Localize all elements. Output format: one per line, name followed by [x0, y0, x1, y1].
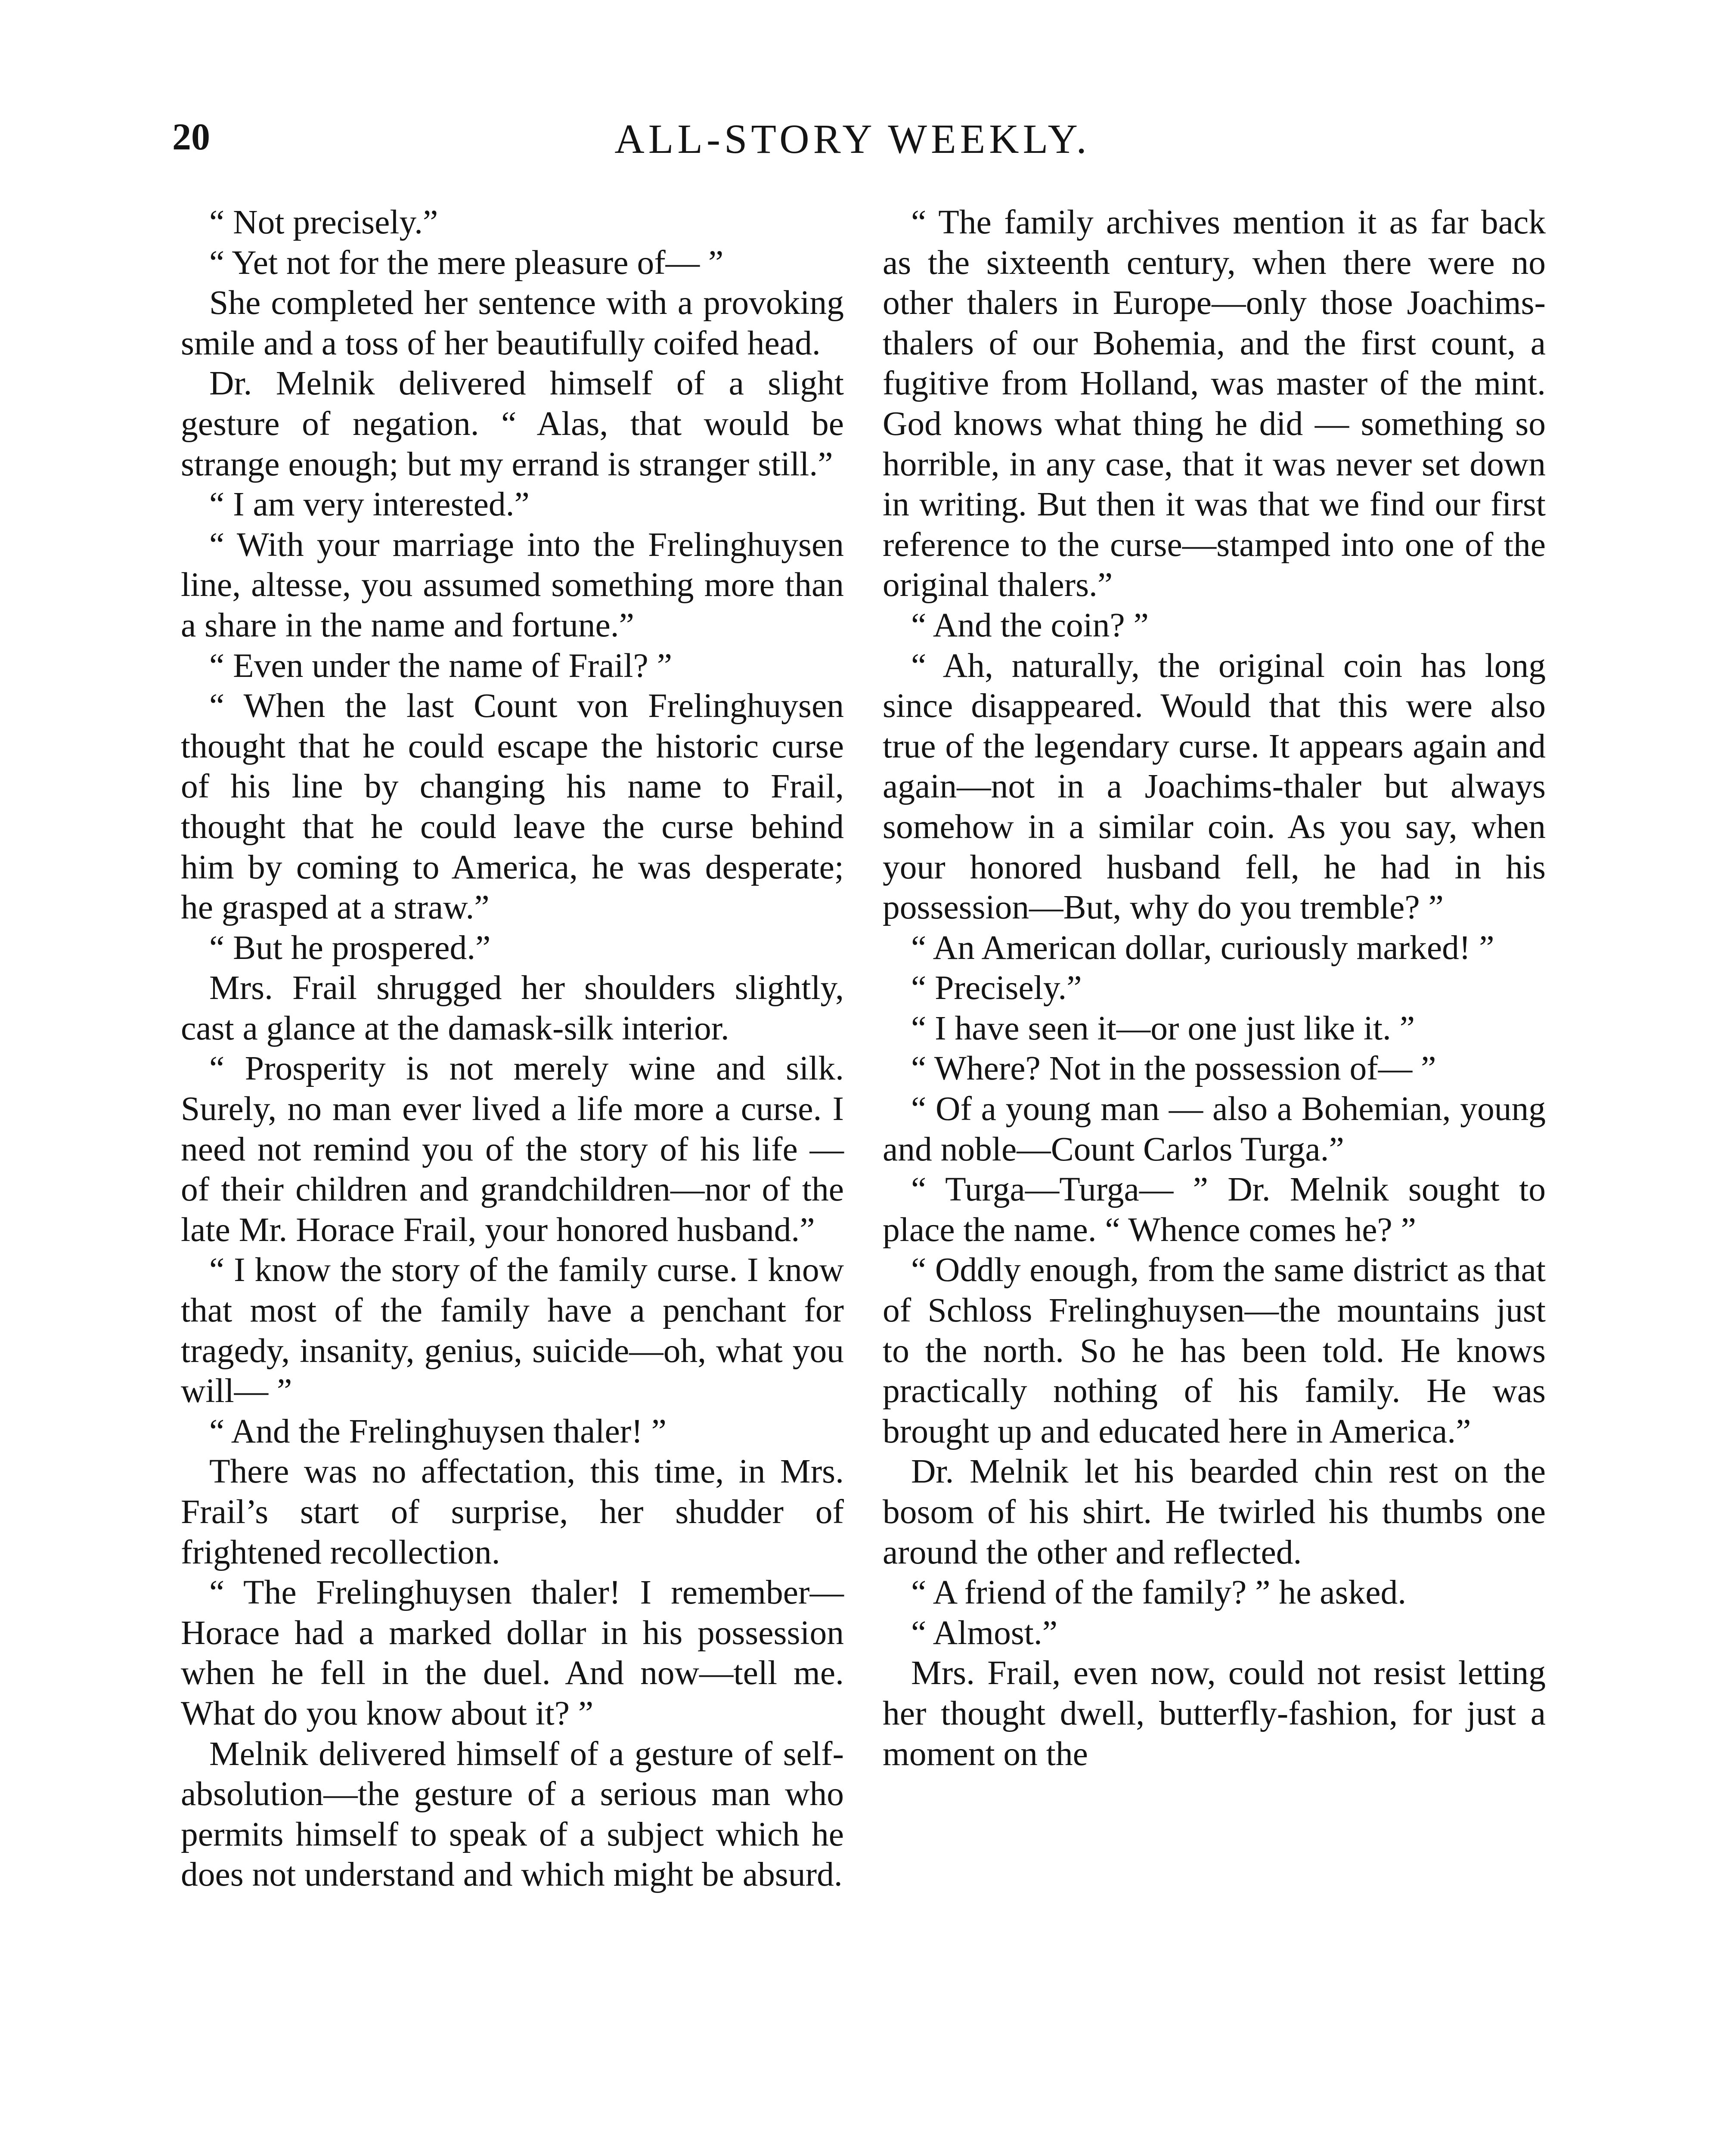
paragraph: “ When the last Count von Frelinghuysen thought that he could escape the historic curse of his line by changing his name to Frail, thought that he could leave the curse behind him by coming to America, he was desperate; he grasped at a straw.” [181, 687, 844, 927]
paragraph: “ Not precisely.” [209, 203, 438, 241]
paragraph: “ Precisely.” [911, 969, 1082, 1007]
paragraph: “ And the coin? ” [911, 606, 1149, 644]
paragraph: “ Yet not for the mere pleasure of— ” [209, 243, 724, 282]
paragraph: “ Oddly enough, from the same district as that of Schloss Frelinghuysen—the mountains just to the north. So he has been told. He knows practically nothing of his family. He was brought up and educated here in America.” [883, 1251, 1546, 1450]
paragraph: Dr. Melnik delivered himself of a slight gesture of negation. “ Alas, that would be strange enough; but my errand is stranger still.” [181, 364, 844, 483]
paragraph: “ Prosperity is not merely wine and silk. Surely, no man ever lived a life more a curse. I need not remind you of the story of his life — of their children and grandchildren—nor of the late Mr. Horace Frail, your honored husband.” [181, 1049, 844, 1249]
paragraph: “ The Frelinghuysen thaler! I remember—Horace had a marked dollar in his possession when he fell in the duel. And now—tell me. What do you know about it? ” [181, 1573, 844, 1732]
page-header [0, 0, 1736, 181]
paragraph: Melnik delivered himself of a gesture of self-absolution—the gesture of a serious man who permits himself to speak of a subject which he does not understand and which might be absurd. [181, 1734, 844, 1894]
paragraph: Mrs. Frail, even now, could not resist letting her thought dwell, butterfly-fashion, for just a moment on the [883, 1654, 1546, 1773]
paragraph: “ And the Frelinghuysen thaler! ” [209, 1412, 666, 1450]
left-text-column [181, 202, 844, 1895]
paragraph: “ Even under the name of Frail? ” [209, 646, 672, 685]
paragraph: “ But he prospered.” [209, 928, 491, 967]
page-number: 20 [172, 116, 210, 158]
paragraph: “ With your marriage into the Frelinghuysen line, altesse, you assumed something more than a share in the name and fortune.” [181, 525, 844, 644]
right-text-column [883, 202, 1546, 1774]
paragraph: “ Almost.” [911, 1613, 1058, 1652]
paragraph: There was no affectation, this time, in Mrs. Frail’s start of surprise, her shudder of frightened recollection. [181, 1452, 844, 1571]
paragraph: “ A friend of the family? ” he asked. [911, 1573, 1407, 1612]
paragraph: Mrs. Frail shrugged her shoulders slightly, cast a glance at the damask-silk interior. [181, 969, 844, 1047]
paragraph: “ An American dollar, curiously marked! ” [911, 928, 1494, 967]
paragraph: “ Turga—Turga— ” Dr. Melnik sought to place the name. “ Whence comes he? ” [883, 1170, 1546, 1249]
paragraph: She completed her sentence with a provoking smile and a toss of her beautifully coifed head. [181, 284, 844, 362]
paragraph: “ I have seen it—or one just like it. ” [911, 1009, 1415, 1047]
paragraph: “ I am very interested.” [209, 485, 530, 524]
paragraph: “ Of a young man — also a Bohemian, young and noble—Count Carlos Turga.” [883, 1090, 1546, 1168]
paragraph: “ Ah, naturally, the original coin has long since disappeared. Would that this were also true of the legendary curse. It appears again and again—not in a Joachims-thaler but always somehow in a similar coin. As you say, when your honored husband fell, he had in his possession—But, why do you tremble? ” [883, 646, 1546, 927]
paragraph: “ Where? Not in the possession of— ” [911, 1049, 1436, 1088]
running-title: ALL-STORY WEEKLY. [614, 116, 1091, 162]
paragraph: “ I know the story of the family curse. I know that most of the family have a penchant for tragedy, insanity, genius, suicide—oh, what you will— ” [181, 1251, 844, 1410]
paragraph: Dr. Melnik let his bearded chin rest on the bosom of his shirt. He twirled his thumbs one around the other and reflected. [883, 1452, 1546, 1571]
paragraph: “ The family archives mention it as far back as the sixteenth century, when there were no other thalers in Europe—only those Joachims-thalers of our Bohemia, and the first count, a fugitive from Holland, was master of the mint. God knows what thing he did — something so horrible, in any case, that it was never set down in writing. But then it was that we find our first reference to the curse—stamped into one of the original thalers.” [883, 203, 1546, 604]
